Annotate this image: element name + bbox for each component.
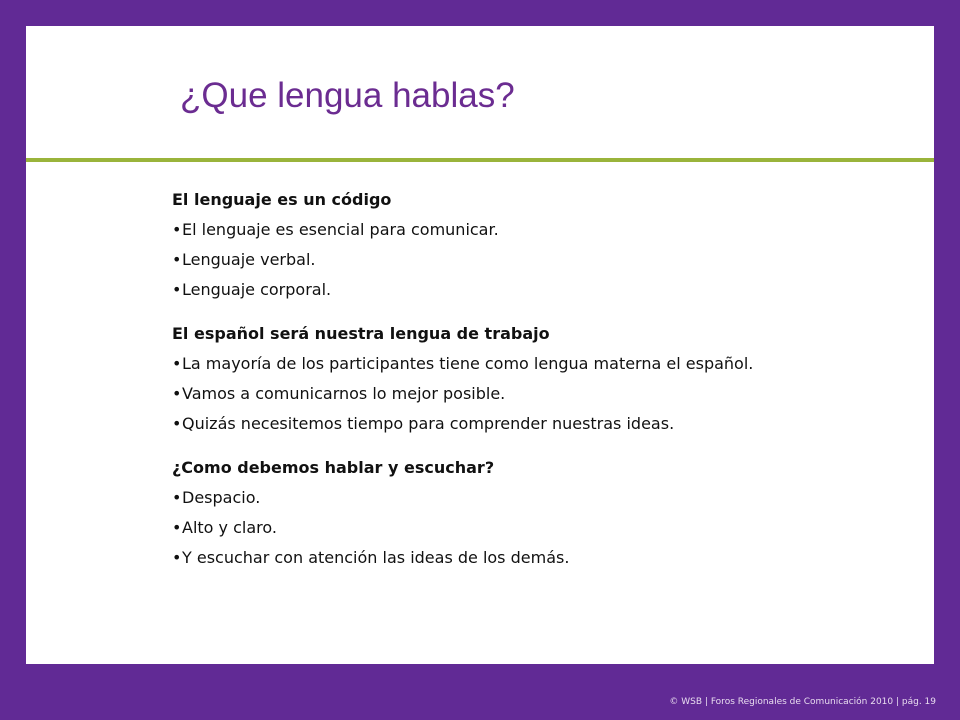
bullet-icon: • bbox=[172, 220, 182, 239]
bullet-text: La mayoría de los participantes tiene como lengua materna el español. bbox=[182, 354, 754, 373]
bullet-item bbox=[172, 354, 792, 374]
bullet-icon: • bbox=[172, 250, 182, 269]
section-speak-listen bbox=[172, 458, 792, 568]
bullet-item bbox=[172, 488, 792, 508]
section-heading: ¿Como debemos hablar y escuchar? bbox=[172, 458, 495, 477]
bullet-list bbox=[172, 488, 792, 568]
title-divider bbox=[26, 158, 934, 162]
bullet-item bbox=[172, 250, 792, 270]
section-heading: El español será nuestra lengua de trabajo bbox=[172, 324, 550, 343]
bullet-text: Quizás necesitemos tiempo para comprender nuestras ideas. bbox=[182, 414, 675, 433]
bullet-text: El lenguaje es esencial para comunicar. bbox=[182, 220, 499, 239]
bullet-icon: • bbox=[172, 414, 182, 433]
bullet-item bbox=[172, 548, 792, 568]
bullet-text: Lenguaje corporal. bbox=[182, 280, 332, 299]
bullet-item bbox=[172, 280, 792, 300]
bullet-text: Y escuchar con atención las ideas de los demás. bbox=[182, 548, 570, 567]
bullet-item bbox=[172, 220, 792, 240]
bullet-text: Alto y claro. bbox=[182, 518, 277, 537]
bullet-icon: • bbox=[172, 384, 182, 403]
slide-panel bbox=[26, 26, 934, 664]
bullet-item bbox=[172, 384, 792, 404]
slide-content bbox=[172, 190, 792, 592]
bullet-icon: • bbox=[172, 518, 182, 537]
bullet-text: Lenguaje verbal. bbox=[182, 250, 316, 269]
bullet-icon: • bbox=[172, 488, 182, 507]
slide-title: ¿Que lengua hablas? bbox=[180, 76, 515, 115]
slide-footer: © WSB | Foros Regionales de Comunicación 2010 | pág. 19 bbox=[669, 697, 936, 707]
bullet-icon: • bbox=[172, 280, 182, 299]
bullet-list bbox=[172, 354, 792, 434]
section-language-code bbox=[172, 190, 792, 300]
bullet-item bbox=[172, 414, 792, 434]
bullet-item bbox=[172, 518, 792, 538]
bullet-text: Despacio. bbox=[182, 488, 261, 507]
bullet-icon: • bbox=[172, 548, 182, 567]
bullet-text: Vamos a comunicarnos lo mejor posible. bbox=[182, 384, 506, 403]
bullet-icon: • bbox=[172, 354, 182, 373]
bullet-list bbox=[172, 220, 792, 300]
section-heading: El lenguaje es un código bbox=[172, 190, 392, 209]
section-working-language bbox=[172, 324, 792, 434]
